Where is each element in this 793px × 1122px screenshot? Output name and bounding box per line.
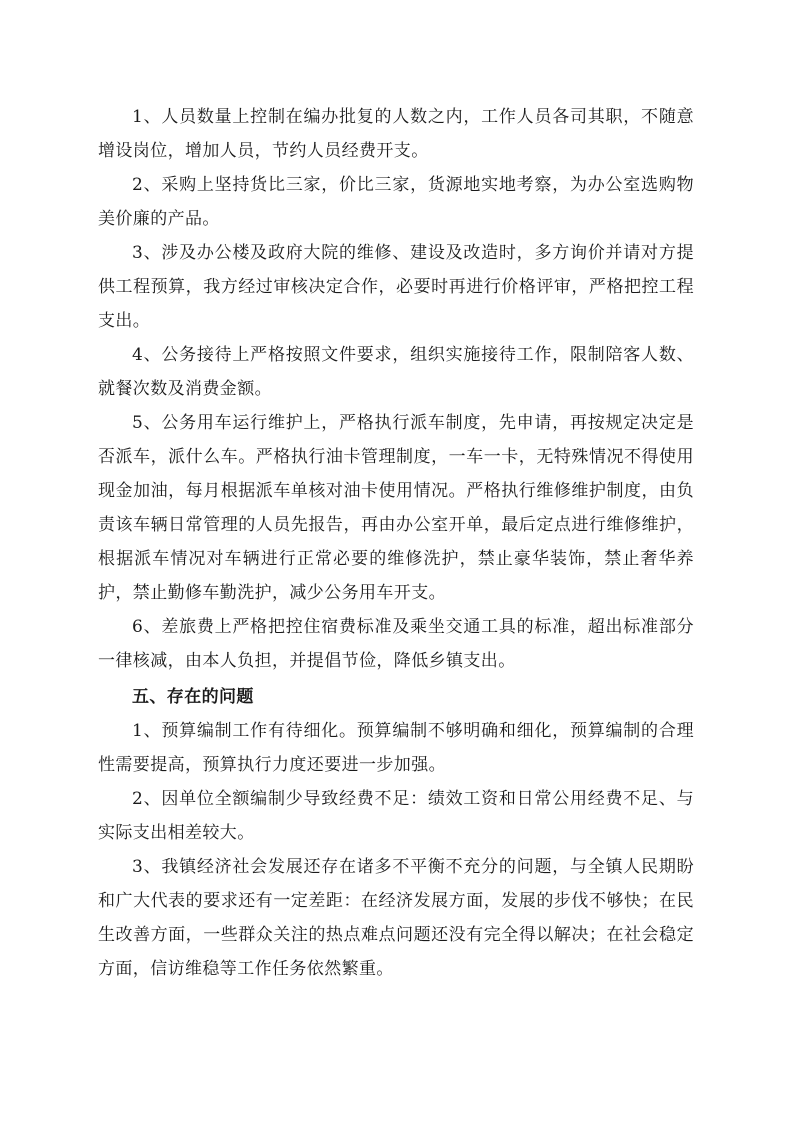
paragraph-budget-refinement: 1、预算编制工作有待细化。预算编制不够明确和细化，预算编制的合理性需要提高，预算执行力度还要进一步加强。 [98, 721, 694, 775]
paragraph-development-imbalance: 3、我镇经济社会发展还存在诸多不平衡不充分的问题，与全镇人民期盼和广大代表的要求还有一定差距：在经济发展方面，发展的步伐不够快；在民生改善方面，一些群众关注的热点难点问题还没有完全得以解决；在社会稳定方面，信访维稳等工作任务依然繁重。 [98, 857, 694, 979]
paragraph-building-maintenance: 3、涉及办公楼及政府大院的维修、建设及改造时，多方询价并请对方提供工程预算，我方经过审核决定合作，必要时再进行价格评审，严格把控工程支出。 [98, 243, 694, 331]
paragraph-official-reception: 4、公务接待上严格按照文件要求，组织实施接待工作，限制陪客人数、就餐次数及消费金额。 [98, 345, 694, 399]
document-body [98, 100, 694, 986]
paragraph-official-vehicles: 5、公务用车运行维护上，严格执行派车制度，先申请，再按规定决定是否派车，派什么车。严格执行油卡管理制度，一车一卡，无特殊情况不得使用现金加油，每月根据派车单核对油卡使用情况。严格执行维修维护制度，由负责该车辆日常管理的人员先报告，再由办公室开单，最后定点进行维修维护，根据派车情况对车辆进行正常必要的维修洗护，禁止豪华装饰，禁止奢华养护，禁止勤修车勤洗护，减少公务用车开支。 [98, 413, 694, 603]
paragraph-funding-shortage: 2、因单位全额编制少导致经费不足：绩效工资和日常公用经费不足、与实际支出相差较大。 [98, 789, 694, 843]
paragraph-personnel-control: 1、人员数量上控制在编办批复的人数之内，工作人员各司其职，不随意增设岗位，增加人员，节约人员经费开支。 [98, 107, 694, 161]
section-heading-problems: 五、存在的问题 [132, 687, 254, 707]
paragraph-procurement: 2、采购上坚持货比三家，价比三家，货源地实地考察，为办公室选购物美价廉的产品。 [98, 175, 694, 229]
paragraph-travel-expenses: 6、差旅费上严格把控住宿费标准及乘坐交通工具的标准，超出标准部分一律核减，由本人负担，并提倡节俭，降低乡镇支出。 [98, 617, 694, 671]
